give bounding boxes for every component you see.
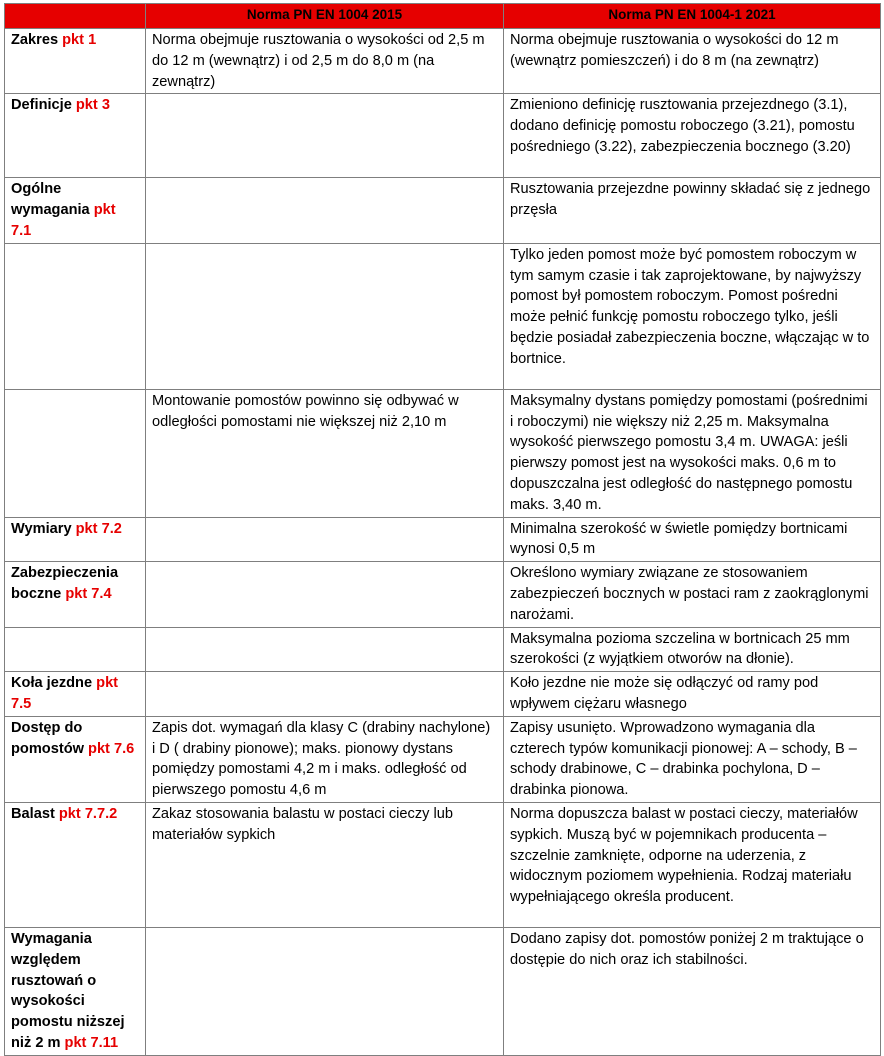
old-standard-cell (146, 243, 504, 389)
row-label: Wymiary pkt 7.2 (5, 517, 146, 562)
table-row (5, 178, 881, 243)
old-standard-cell (146, 562, 504, 627)
header-new-standard: Norma PN EN 1004-1 2021 (504, 4, 881, 29)
comparison-table (4, 3, 881, 1056)
row-label (5, 389, 146, 517)
section-ref: pkt 7.4 (65, 585, 112, 602)
new-standard-cell: Maksymalny dystans pomiędzy pomostami (pośrednimi i roboczymi) nie większy niż 2,25 m. Maksymalna wysokość pierwszego pomostu 3,4 m. UWAGA: jeśli pierwszy pomost jest na wysokości maks. 0,6 m to dopuszczalna jest odległość do następnego pomostu maks. 3,40 m. (504, 389, 881, 517)
old-standard-cell (146, 517, 504, 562)
new-standard-cell: Norma dopuszcza balast w postaci cieczy, materiałów sypkich. Muszą być w pojemnikach producenta – szczelnie zamknięte, odporne na uderzenia, z widocznym poziomem wypełnienia. Rodzaj materiału wypełniającego określa producent. (504, 802, 881, 927)
new-standard-cell: Określono wymiary związane ze stosowaniem zabezpieczeń bocznych w postaci ram z zaokrąglonymi narożami. (504, 562, 881, 627)
row-label: Koła jezdne pkt 7.5 (5, 672, 146, 717)
row-label: Zabezpieczenia boczne pkt 7.4 (5, 562, 146, 627)
row-label: Ogólne wymagania pkt 7.1 (5, 178, 146, 243)
old-standard-cell: Montowanie pomostów powinno się odbywać w odległości pomostami nie większej niż 2,10 m (146, 389, 504, 517)
table-row (5, 627, 881, 672)
section-ref: pkt 7.11 (64, 1034, 119, 1051)
new-standard-cell: Dodano zapisy dot. pomostów poniżej 2 m traktujące o dostępie do nich oraz ich stabilności. (504, 927, 881, 1055)
row-label: Dostęp do pomostów pkt 7.6 (5, 716, 146, 802)
table-row (5, 562, 881, 627)
header-old-standard: Norma PN EN 1004 2015 (146, 4, 504, 29)
row-label (5, 243, 146, 389)
table-row (5, 802, 881, 927)
old-standard-cell (146, 627, 504, 672)
new-standard-cell: Zmieniono definicję rusztowania przejezdnego (3.1), dodano definicję pomostu roboczego (3.21), pomostu pośredniego (3.22), zabezpieczenia bocznego (3.20) (504, 94, 881, 178)
table-row (5, 927, 881, 1055)
new-standard-cell: Tylko jeden pomost może być pomostem roboczym w tym samym czasie i tak zaprojektowane, by najwyższy pomost był pomostem roboczym. Pomost pośredni może pełnić funkcję pomostu roboczego tylko, jeśli będzie posiadał zabezpieczenia boczne, włączając w to bortnice. (504, 243, 881, 389)
new-standard-cell: Norma obejmuje rusztowania o wysokości do 12 m (wewnątrz pomieszczeń) i do 8 m (na zewnątrz) (504, 29, 881, 94)
new-standard-cell: Rusztowania przejezdne powinny składać się z jednego przęsła (504, 178, 881, 243)
table-row (5, 517, 881, 562)
table-row (5, 716, 881, 802)
old-standard-cell: Norma obejmuje rusztowania o wysokości od 2,5 m do 12 m (wewnątrz) i od 2,5 m do 8,0 m (na zewnątrz) (146, 29, 504, 94)
row-label: Definicje pkt 3 (5, 94, 146, 178)
new-standard-cell: Koło jezdne nie może się odłączyć od ramy pod wpływem ciężaru własnego (504, 672, 881, 717)
row-label: Wymagania względem rusztowań o wysokości pomostu niższej niż 2 m pkt 7.11 (5, 927, 146, 1055)
header-empty-cell (5, 4, 146, 29)
section-ref: pkt 3 (75, 97, 110, 114)
new-standard-cell: Zapisy usunięto. Wprowadzono wymagania dla czterech typów komunikacji pionowej: A – schody, B – schody drabinowe, C – drabinka pochylona, D – drabinka pionowa. (504, 716, 881, 802)
old-standard-cell: Zapis dot. wymagań dla klasy C (drabiny nachylone) i D ( drabiny pionowe); maks. pionowy dystans pomiędzy pomostami 4,2 m i maks. odległość od pierwszego pomostu 4,6 m (146, 716, 504, 802)
header-row (5, 4, 881, 29)
row-label (5, 627, 146, 672)
table-row (5, 94, 881, 178)
section-ref: pkt 7.1 (11, 202, 116, 239)
table-row (5, 243, 881, 389)
section-ref: pkt 7.6 (88, 740, 135, 757)
new-standard-cell: Maksymalna pozioma szczelina w bortnicach 25 mm szerokości (z wyjątkiem otworów na dłonie). (504, 627, 881, 672)
row-label: Zakres pkt 1 (5, 29, 146, 94)
old-standard-cell (146, 927, 504, 1055)
section-ref: pkt 7.7.2 (58, 805, 118, 822)
section-ref: pkt 7.2 (75, 520, 122, 537)
old-standard-cell: Zakaz stosowania balastu w postaci cieczy lub materiałów sypkich (146, 802, 504, 927)
old-standard-cell (146, 672, 504, 717)
section-ref: pkt 7.5 (11, 675, 119, 712)
new-standard-cell: Minimalna szerokość w świetle pomiędzy bortnicami wynosi 0,5 m (504, 517, 881, 562)
row-label: Balast pkt 7.7.2 (5, 802, 146, 927)
table-row (5, 672, 881, 717)
table-row (5, 29, 881, 94)
section-ref: pkt 1 (62, 32, 97, 48)
table-row (5, 389, 881, 517)
old-standard-cell (146, 178, 504, 243)
old-standard-cell (146, 94, 504, 178)
